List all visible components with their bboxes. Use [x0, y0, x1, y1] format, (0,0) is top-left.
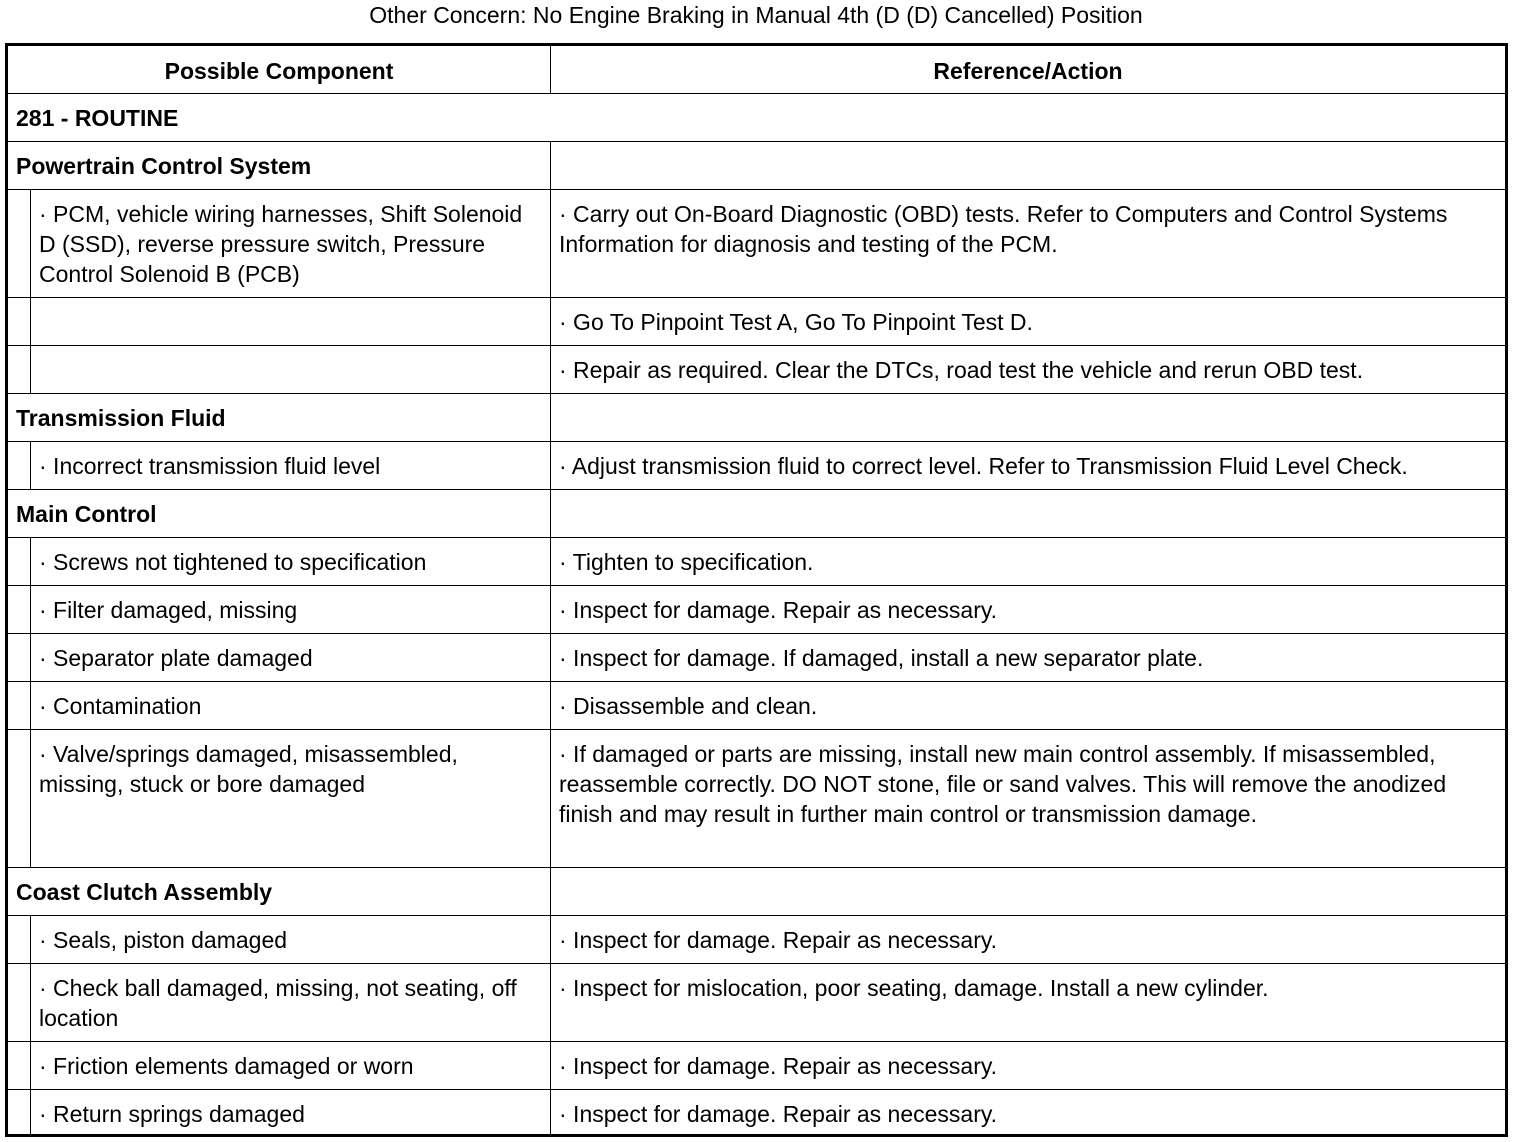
- indent-cell: [8, 298, 31, 345]
- action-text: · Carry out On-Board Diagnostic (OBD) tests. Refer to Computers and Control Systems Information for diagnosis and testing of the PCM.: [559, 201, 1448, 257]
- component-text: · Contamination: [39, 693, 202, 719]
- indent-cell: [8, 346, 31, 393]
- possible-component-cell: [8, 682, 551, 729]
- table-row: [8, 730, 1505, 868]
- component-text: · Check ball damaged, missing, not seating, off location: [39, 975, 517, 1031]
- table-row: [8, 682, 1505, 730]
- reference-action-cell: [551, 298, 1505, 345]
- reference-action-cell: [551, 730, 1505, 867]
- possible-component-cell: [8, 142, 551, 189]
- indent-cell: [8, 538, 31, 585]
- reference-action-cell: [551, 442, 1505, 489]
- indent-cell: [8, 964, 31, 1041]
- possible-component-cell: [8, 538, 551, 585]
- routine-row: [8, 94, 1505, 142]
- possible-component-cell: [8, 394, 551, 441]
- action-text: · Repair as required. Clear the DTCs, road test the vehicle and rerun OBD test.: [559, 357, 1364, 383]
- section-title: Main Control: [16, 501, 157, 527]
- reference-action-cell: [551, 1090, 1505, 1137]
- possible-component-cell: [8, 442, 551, 489]
- reference-action-cell: [551, 394, 1505, 441]
- table-row: [8, 346, 1505, 394]
- table-row: [8, 586, 1505, 634]
- page-title: Other Concern: No Engine Braking in Manual 4th (D (D) Cancelled) Position: [369, 2, 1143, 28]
- table-row: [8, 964, 1505, 1042]
- table-header-row: [8, 46, 1505, 94]
- reference-action-cell: [551, 634, 1505, 681]
- indent-cell: [8, 682, 31, 729]
- indent-cell: [8, 1042, 31, 1089]
- indent-cell: [8, 442, 31, 489]
- possible-component-cell: [8, 730, 551, 867]
- table-row: [8, 442, 1505, 490]
- table-row: [8, 190, 1505, 298]
- reference-action-cell: [551, 190, 1505, 297]
- action-text: · Adjust transmission fluid to correct level. Refer to Transmission Fluid Level Check.: [559, 453, 1408, 479]
- indent-cell: [8, 916, 31, 963]
- indent-cell: [8, 586, 31, 633]
- reference-action-cell: [551, 682, 1505, 729]
- table-row: [8, 916, 1505, 964]
- action-text: · Tighten to specification.: [559, 549, 814, 575]
- header-possible-component: Possible Component: [8, 46, 551, 93]
- possible-component-cell: [8, 868, 551, 915]
- action-text: · Inspect for damage. Repair as necessary.: [559, 1053, 998, 1079]
- action-text: · Inspect for damage. Repair as necessary.: [559, 597, 998, 623]
- possible-component-cell: [8, 298, 551, 345]
- section-row: [8, 868, 1505, 916]
- possible-component-cell: [8, 490, 551, 537]
- action-text: · Inspect for damage. Repair as necessary.: [559, 1101, 998, 1127]
- reference-action-cell: [551, 1042, 1505, 1089]
- component-text: · PCM, vehicle wiring harnesses, Shift Solenoid D (SSD), reverse pressure switch, Pressure Control Solenoid B (PCB): [39, 201, 523, 287]
- component-text: · Incorrect transmission fluid level: [39, 453, 381, 479]
- possible-component-cell: [8, 346, 551, 393]
- table-row: [8, 634, 1505, 682]
- component-text: · Screws not tightened to specification: [39, 549, 427, 575]
- section-row: [8, 490, 1505, 538]
- indent-cell: [8, 634, 31, 681]
- section-title: Transmission Fluid: [16, 405, 226, 431]
- possible-component-cell: [8, 634, 551, 681]
- section-title: Coast Clutch Assembly: [16, 879, 273, 905]
- action-text: · Disassemble and clean.: [559, 693, 818, 719]
- table-row: [8, 1090, 1505, 1137]
- table-row: [8, 538, 1505, 586]
- table-row: [8, 1042, 1505, 1090]
- possible-component-cell: [8, 964, 551, 1041]
- component-text: · Separator plate damaged: [39, 645, 313, 671]
- reference-action-cell: [551, 868, 1505, 915]
- possible-component-cell: [8, 586, 551, 633]
- reference-action-cell: [551, 586, 1505, 633]
- section-row: [8, 394, 1505, 442]
- action-text: · Inspect for damage. If damaged, install a new separator plate.: [559, 645, 1204, 671]
- possible-component-cell: [8, 1042, 551, 1089]
- reference-action-cell: [551, 964, 1505, 1041]
- possible-component-cell: [8, 916, 551, 963]
- reference-action-cell: [551, 538, 1505, 585]
- reference-action-cell: [551, 346, 1505, 393]
- section-row: [8, 142, 1505, 190]
- header-reference-action: Reference/Action: [933, 58, 1123, 84]
- table-row: [8, 298, 1505, 346]
- diagnostic-table: [5, 43, 1508, 1137]
- routine-label: 281 - ROUTINE: [16, 105, 179, 131]
- action-text: · Go To Pinpoint Test A, Go To Pinpoint Test D.: [559, 309, 1033, 335]
- component-text: · Valve/springs damaged, misassembled, missing, stuck or bore damaged: [39, 741, 458, 797]
- reference-action-cell: [551, 142, 1505, 189]
- indent-cell: [8, 1090, 31, 1137]
- reference-action-cell: [551, 916, 1505, 963]
- action-text: · If damaged or parts are missing, install new main control assembly. If misassembled, reassemble correctly. DO NOT stone, file or sand valves. This will remove the anodized finish and may result in further main control or transmission damage.: [559, 741, 1447, 827]
- action-text: · Inspect for damage. Repair as necessary.: [559, 927, 998, 953]
- component-text: · Filter damaged, missing: [39, 597, 298, 623]
- indent-cell: [8, 190, 31, 297]
- reference-action-cell: [551, 490, 1505, 537]
- indent-cell: [8, 730, 31, 867]
- component-text: · Seals, piston damaged: [39, 927, 288, 953]
- action-text: · Inspect for mislocation, poor seating, damage. Install a new cylinder.: [559, 975, 1269, 1001]
- section-title: Powertrain Control System: [16, 153, 312, 179]
- possible-component-cell: [8, 190, 551, 297]
- component-text: · Friction elements damaged or worn: [39, 1053, 414, 1079]
- component-text: · Return springs damaged: [39, 1101, 305, 1127]
- possible-component-cell: [8, 1090, 551, 1137]
